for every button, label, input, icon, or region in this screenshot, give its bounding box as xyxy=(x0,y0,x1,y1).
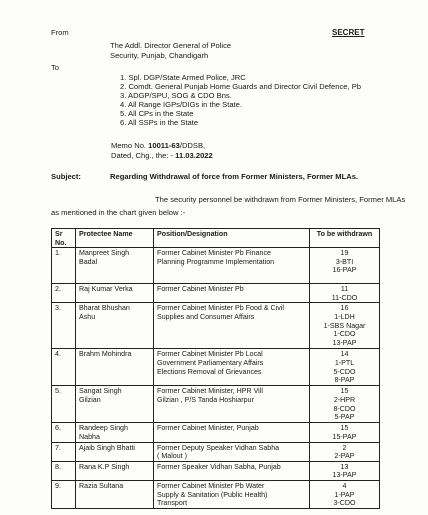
header-position: Position/Designation xyxy=(154,229,310,248)
cell-protectee-name: Brahm Mohindra xyxy=(76,349,154,386)
body-line-1: The security personnel be withdrawn from Former Ministers, Former MLAs xyxy=(155,195,406,204)
cell-protectee-name: Manpreet Singh Badal xyxy=(76,248,154,284)
cell-protectee-name: Bharat Bhushan Ashu xyxy=(76,303,154,349)
table-row xyxy=(52,349,380,386)
cell-withdraw: 4 1-PAP 3-CDO xyxy=(310,480,380,508)
cell-withdraw: 13 13-PAP xyxy=(310,461,380,480)
header-withdraw: To be withdrawn xyxy=(310,229,380,248)
cell-position: Former Cabinet Minister Pb Water Supply & Sanitation (Public Health) Transport xyxy=(154,480,310,508)
cell-position: Former Cabinet Minister Pb Local Government Parliamentary Affairs Elections Removal of Grievances xyxy=(154,349,310,386)
to-item-1: 1. Spl. DGP/State Armed Police, JRC xyxy=(120,73,246,82)
cell-withdraw: 11 11-CDO xyxy=(310,284,380,303)
from-label: From xyxy=(51,28,69,37)
to-item-5: 5. All CPs in the State xyxy=(120,109,194,118)
cell-withdraw: 2 2-PAP xyxy=(310,442,380,461)
cell-sr: 5. xyxy=(52,386,76,423)
to-item-6: 6. All SSPs in the State xyxy=(120,118,199,127)
cell-protectee-name: Randeep Singh Nabha xyxy=(76,423,154,442)
subject-label: Subject: xyxy=(51,172,81,181)
table-row xyxy=(52,423,380,442)
cell-protectee-name: Ajaib Singh Bhatti xyxy=(76,442,154,461)
to-item-4: 4. All Range IGPs/DIGs in the State. xyxy=(120,100,242,109)
table-row xyxy=(52,284,380,303)
withdrawal-table xyxy=(51,228,380,509)
cell-position: Former Deputy Speaker Vidhan Sabha ( Malout ) xyxy=(154,442,310,461)
cell-protectee-name: Razia Sultana xyxy=(76,480,154,508)
table-row xyxy=(52,303,380,349)
table-row xyxy=(52,248,380,284)
table-row xyxy=(52,480,380,508)
cell-withdraw: 15 15-PAP xyxy=(310,423,380,442)
from-line-1: The Addl. Director General of Police xyxy=(110,41,232,50)
cell-sr: 1. xyxy=(52,248,76,284)
table-row xyxy=(52,461,380,480)
cell-position: Former Cabinet Minister, HPR Vill Gilzian , P/S Tanda Hoshiarpur xyxy=(154,386,310,423)
memo-line xyxy=(111,141,205,150)
table-body xyxy=(52,248,380,509)
cell-sr: 6. xyxy=(52,423,76,442)
cell-sr: 9. xyxy=(52,480,76,508)
dated-prefix: Dated, Chg., the: - xyxy=(111,151,176,160)
cell-sr: 3. xyxy=(52,303,76,349)
cell-withdraw: 14 1-PTL 5-CDO 8-PAP xyxy=(310,349,380,386)
subject-text: Regarding Withdrawal of force from Former Ministers, Former MLAs. xyxy=(110,172,359,181)
cell-protectee-name: Sangat Singh Gilzian xyxy=(76,386,154,423)
to-item-3: 3. ADGP/SPU, SOG & CDO Bns. xyxy=(120,91,232,100)
cell-withdraw: 19 3-BTI 16-PAP xyxy=(310,248,380,284)
cell-position: Former Cabinet Minister, Punjab xyxy=(154,423,310,442)
cell-protectee-name: Raj Kumar Verka xyxy=(76,284,154,303)
to-label: To xyxy=(51,63,60,72)
cell-sr: 7. xyxy=(52,442,76,461)
cell-position: Former Cabinet Minister Pb Food & Civil Supplies and Consumer Affairs xyxy=(154,303,310,349)
to-item-2: 2. Comdt. General Punjab Home Guards and Director Civil Defence, Pb xyxy=(120,82,362,91)
header-protectee: Protectee Name xyxy=(76,229,154,248)
memo-prefix: Memo No. xyxy=(111,141,149,150)
cell-withdraw: 15 2-HPR 8-CDO 5-PAP xyxy=(310,386,380,423)
cell-position: Former Speaker Vidhan Sabha, Punjab xyxy=(154,461,310,480)
cell-withdraw: 16 1-LDH 1-SBS Nagar 1-CDO 13-PAP xyxy=(310,303,380,349)
cell-sr: 2. xyxy=(52,284,76,303)
table-header-row xyxy=(52,229,380,248)
cell-position: Former Cabinet Minister Pb xyxy=(154,284,310,303)
dated-value: 11.03.2022 xyxy=(175,151,213,160)
body-line-2: as mentioned in the chart given below :- xyxy=(51,208,186,217)
memo-number: 10011-63 xyxy=(148,141,180,150)
header-sr: Sr No. xyxy=(52,229,76,248)
table-row xyxy=(52,442,380,461)
from-line-2: Security, Punjab, Chandigarh xyxy=(110,51,209,60)
secret-label: SECRET xyxy=(332,28,365,37)
cell-sr: 8. xyxy=(52,461,76,480)
dated-line xyxy=(111,151,213,160)
cell-position: Former Cabinet Minister Pb Finance Planning Programme Implementation xyxy=(154,248,310,284)
table-row xyxy=(52,386,380,423)
memo-suffix: /DDSB, xyxy=(179,141,206,150)
cell-sr: 4. xyxy=(52,349,76,386)
cell-protectee-name: Rana K.P Singh xyxy=(76,461,154,480)
